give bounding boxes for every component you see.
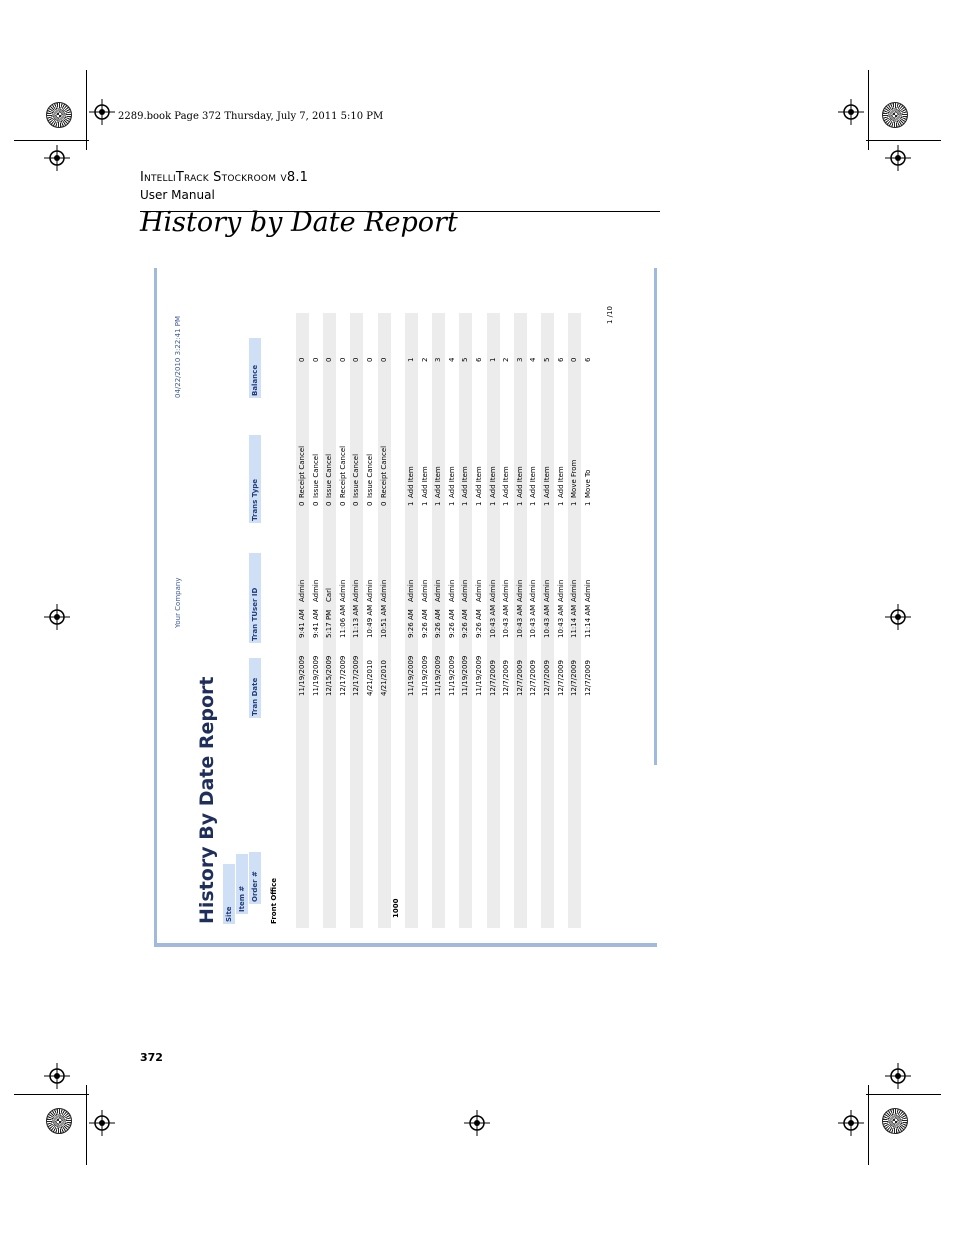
cell-balance: 0: [311, 357, 320, 362]
cell-type: Move From: [570, 459, 579, 498]
table-row: [350, 313, 363, 928]
table-row: [364, 313, 377, 928]
cell-time: 9:26 AM: [420, 609, 429, 638]
cell-qty: 1: [475, 501, 483, 506]
color-target-icon: [46, 102, 72, 128]
cell-qty: 0: [352, 501, 361, 506]
cell-time: 10:43 AM: [543, 604, 551, 638]
cell-qty: 1: [543, 501, 551, 506]
cell-type: Receipt Cancel: [338, 445, 347, 498]
cell-user: Admin: [515, 579, 524, 602]
cell-qty: 1: [407, 501, 415, 506]
cell-type: Issue Cancel: [311, 453, 320, 498]
table-row: [473, 313, 486, 928]
cell-balance: 0: [325, 357, 334, 362]
table-row: [459, 313, 472, 928]
cell-user: Admin: [420, 579, 429, 602]
cell-qty: 1: [461, 501, 470, 506]
cell-user: Admin: [461, 579, 470, 602]
cell-date: 11/19/2009: [461, 655, 470, 696]
cell-qty: 0: [298, 501, 306, 506]
cell-date: 12/7/2009: [556, 660, 565, 696]
cell-date: 11/19/2009: [407, 655, 415, 696]
label-tran-date: Tran Date: [249, 658, 261, 718]
cell-user: Admin: [352, 579, 361, 602]
cell-type: Receipt Cancel: [298, 445, 306, 498]
table-row: [555, 313, 568, 928]
cell-type: Add Item: [515, 466, 524, 498]
cell-time: 11:13 AM: [352, 604, 361, 638]
cell-balance: 6: [475, 357, 483, 362]
cell-balance: 0: [570, 357, 579, 362]
cell-date: 4/21/2010: [366, 660, 374, 696]
cell-user: Admin: [447, 579, 456, 602]
registration-mark-icon: [885, 145, 911, 171]
cell-user: Admin: [434, 579, 443, 602]
table-row: [296, 313, 309, 928]
cell-qty: 1: [447, 501, 456, 506]
cell-user: Admin: [298, 579, 306, 602]
cell-qty: 1: [434, 501, 443, 506]
cell-user: Admin: [583, 579, 592, 602]
table-row: [446, 313, 459, 928]
cell-time: 10:43 AM: [556, 604, 565, 638]
cell-type: Add Item: [529, 466, 538, 498]
cell-time: 5:17 PM: [325, 609, 334, 638]
cell-type: Add Item: [434, 466, 443, 498]
table-row: [568, 313, 581, 928]
cell-user: Admin: [379, 579, 388, 602]
report-screenshot: [154, 268, 657, 947]
color-target-icon: [882, 1108, 908, 1134]
cell-time: 11:14 AM: [583, 604, 592, 638]
cell-user: Admin: [502, 579, 511, 602]
cell-time: 10:43 AM: [488, 604, 497, 638]
cell-time: 11:06 AM: [338, 604, 347, 638]
cell-user: Admin: [543, 579, 551, 602]
cell-qty: 1: [556, 501, 565, 506]
cell-balance: 0: [366, 357, 374, 362]
cell-date: 12/15/2009: [325, 655, 334, 696]
label-order: Order #: [249, 852, 261, 904]
cell-time: 9:26 AM: [434, 609, 443, 638]
table-row: [378, 313, 391, 928]
cell-balance: 6: [556, 357, 565, 362]
cell-date: 12/7/2009: [570, 660, 579, 696]
cell-date: 11/19/2009: [434, 655, 443, 696]
cell-time: 9:41 AM: [298, 609, 306, 638]
cell-date: 11/19/2009: [447, 655, 456, 696]
cell-type: Issue Cancel: [352, 453, 361, 498]
color-target-icon: [46, 1108, 72, 1134]
cell-qty: 1: [583, 501, 592, 506]
cell-date: 12/7/2009: [515, 660, 524, 696]
slug-line: 2289.book Page 372 Thursday, July 7, 2011 5:10 PM: [118, 111, 384, 122]
cell-time: 10:49 AM: [366, 604, 374, 638]
table-row: [337, 313, 350, 928]
table-row: [527, 313, 540, 928]
cell-qty: 1: [488, 501, 497, 506]
cell-qty: 0: [325, 501, 334, 506]
cell-date: 12/7/2009: [529, 660, 538, 696]
cell-date: 12/7/2009: [502, 660, 511, 696]
cell-time: 11:14 AM: [570, 604, 579, 638]
cell-type: Move To: [583, 469, 592, 498]
label-balance: Balance: [249, 338, 261, 398]
cell-qty: 1: [502, 501, 511, 506]
registration-mark-icon: [885, 1063, 911, 1089]
cell-type: Add Item: [543, 466, 551, 498]
cell-balance: 1: [488, 357, 497, 362]
cell-balance: 4: [529, 357, 538, 362]
cell-time: 9:26 AM: [447, 609, 456, 638]
cell-type: Add Item: [556, 466, 565, 498]
cell-user: Admin: [475, 579, 483, 602]
cell-qty: 0: [379, 501, 388, 506]
report-pager: 1 /10: [606, 306, 614, 324]
cell-type: Receipt Cancel: [379, 445, 388, 498]
cell-date: 11/19/2009: [420, 655, 429, 696]
cell-date: 12/7/2009: [488, 660, 497, 696]
report-date: 04/22/2010 3:22:41 PM: [174, 315, 182, 398]
cell-date: 12/17/2009: [352, 655, 361, 696]
report-company: Your Company: [174, 577, 182, 628]
page-number: 372: [140, 1051, 163, 1064]
cell-user: Admin: [570, 579, 579, 602]
cell-date: 11/19/2009: [311, 655, 320, 696]
cell-balance: 0: [379, 357, 388, 362]
section-title: History by Date Report: [140, 207, 458, 238]
cell-user: Admin: [529, 579, 538, 602]
cell-time: 10:43 AM: [502, 604, 511, 638]
cell-time: 9:41 AM: [311, 609, 320, 638]
cell-time: 9:26 AM: [407, 609, 415, 638]
cell-date: 4/21/2010: [379, 660, 388, 696]
cell-type: Add Item: [502, 466, 511, 498]
table-row: [541, 313, 554, 928]
table-row: [500, 313, 513, 928]
cell-user: Admin: [407, 579, 415, 602]
cell-type: Add Item: [488, 466, 497, 498]
cell-qty: 0: [366, 501, 374, 506]
group-item: 1000: [392, 898, 400, 918]
label-site: Site: [223, 864, 235, 924]
cell-balance: 1: [407, 357, 415, 362]
cell-balance: 5: [461, 357, 470, 362]
cell-user: Admin: [338, 579, 347, 602]
cell-type: Add Item: [420, 466, 429, 498]
report-title: History By Date Report: [196, 676, 218, 924]
cell-time: 10:51 AM: [379, 604, 388, 638]
cell-qty: 1: [515, 501, 524, 506]
cell-balance: 6: [583, 357, 592, 362]
cell-user: Admin: [488, 579, 497, 602]
cell-date: 12/7/2009: [583, 660, 592, 696]
cell-qty: 0: [311, 501, 320, 506]
cell-time: 9:26 AM: [461, 609, 470, 638]
cell-date: 11/19/2009: [298, 655, 306, 696]
cell-qty: 1: [420, 501, 429, 506]
cell-type: Add Item: [447, 466, 456, 498]
table-row: [514, 313, 527, 928]
cell-balance: 2: [502, 357, 511, 362]
running-header-product: IntelliTrack Stockroom v8.1: [140, 170, 309, 185]
cell-balance: 3: [515, 357, 524, 362]
registration-mark-icon: [89, 99, 115, 125]
label-trans-type: Trans Type: [249, 435, 261, 523]
table-row: [487, 313, 500, 928]
cell-time: 10:43 AM: [529, 604, 538, 638]
cell-qty: 1: [570, 501, 579, 506]
table-row: [310, 313, 323, 928]
cell-date: 12/17/2009: [338, 655, 347, 696]
cell-type: Add Item: [461, 466, 470, 498]
registration-mark-icon: [838, 1110, 864, 1136]
cell-qty: 1: [529, 501, 538, 506]
cell-type: Add Item: [475, 466, 483, 498]
table-row: [405, 313, 418, 928]
cell-date: 11/19/2009: [475, 655, 483, 696]
cell-balance: 2: [420, 357, 429, 362]
screenshot-border-right: [654, 268, 657, 765]
registration-mark-icon: [838, 99, 864, 125]
cell-time: 10:43 AM: [515, 604, 524, 638]
cell-qty: 0: [338, 501, 347, 506]
label-tran-user: Tran TUser ID: [249, 553, 261, 643]
cell-balance: 4: [447, 357, 456, 362]
cell-time: 9:26 AM: [475, 609, 483, 638]
running-header-manual: User Manual: [140, 188, 215, 202]
screenshot-border-bottom: [154, 943, 657, 947]
registration-mark-icon: [44, 1063, 70, 1089]
cell-user: Admin: [311, 579, 320, 602]
table-row: [323, 313, 336, 928]
cell-balance: 0: [352, 357, 361, 362]
cell-user: Carl: [325, 588, 334, 602]
cell-type: Issue Cancel: [325, 453, 334, 498]
registration-mark-icon: [885, 604, 911, 630]
registration-mark-icon: [44, 604, 70, 630]
cell-user: Admin: [556, 579, 565, 602]
table-row: [432, 313, 445, 928]
label-item: Item #: [236, 854, 248, 914]
cell-date: 12/7/2009: [543, 660, 551, 696]
registration-mark-icon: [44, 145, 70, 171]
table-row: [582, 313, 595, 928]
cell-user: Admin: [366, 579, 374, 602]
cell-balance: 5: [543, 357, 551, 362]
cell-type: Issue Cancel: [366, 453, 374, 498]
cell-balance: 0: [338, 357, 347, 362]
cell-balance: 3: [434, 357, 443, 362]
group-site: Front Office: [270, 877, 278, 924]
report-page: [154, 268, 644, 928]
registration-mark-icon: [89, 1110, 115, 1136]
cell-type: Add Item: [407, 466, 415, 498]
cell-balance: 0: [298, 357, 306, 362]
table-row: [419, 313, 432, 928]
registration-mark-icon: [464, 1110, 490, 1136]
color-target-icon: [882, 102, 908, 128]
